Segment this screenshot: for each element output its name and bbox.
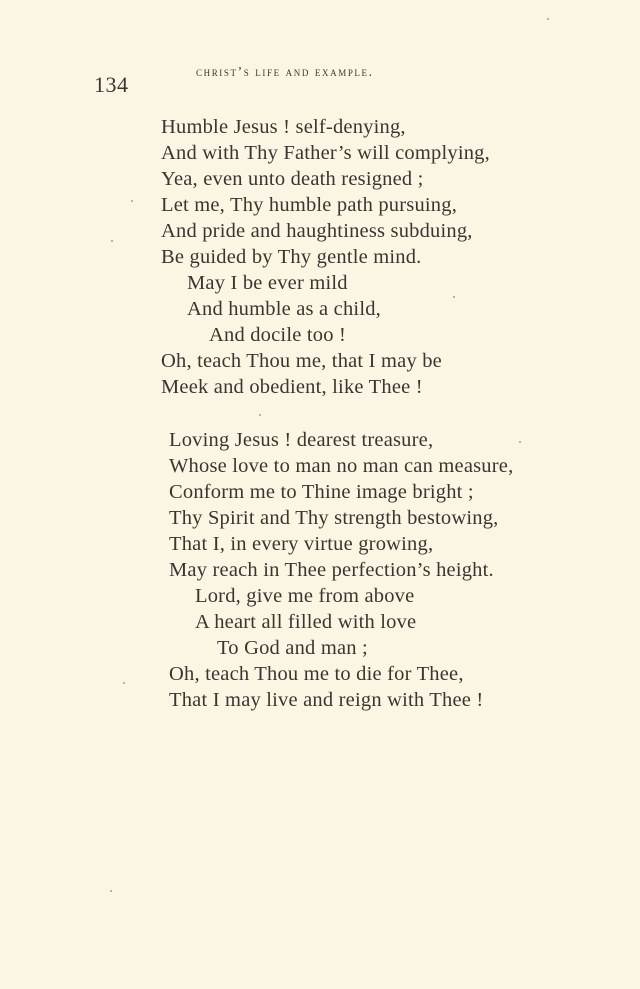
paper-speck <box>123 682 125 684</box>
running-head: christ’s life and example. <box>196 64 374 79</box>
page-number: 134 <box>94 72 129 97</box>
poem-line: Be guided by Thy gentle mind. <box>161 246 422 268</box>
poem-line: May I be ever mild <box>187 272 348 294</box>
poem-line: That I may live and reign with Thee ! <box>169 689 484 711</box>
poem-line: And humble as a child, <box>187 298 381 320</box>
poem-line: Whose love to man no man can measure, <box>169 455 514 477</box>
poem-line: Let me, Thy humble path pursuing, <box>161 194 458 216</box>
poem-line: Thy Spirit and Thy strength bestowing, <box>169 507 499 529</box>
poem-line: Loving Jesus ! dearest treasure, <box>169 429 434 451</box>
paper-speck <box>110 890 112 892</box>
poem-line: And pride and haughtiness subduing, <box>161 220 473 242</box>
poem-line: Meek and obedient, like Thee ! <box>161 376 423 398</box>
paper-speck <box>519 441 521 443</box>
poem-line: To God and man ; <box>217 637 368 659</box>
stanza-1 <box>161 114 490 400</box>
poem-line: And docile too ! <box>209 324 346 346</box>
poem-line: Oh, teach Thou me, that I may be <box>161 350 442 372</box>
paper-speck <box>547 18 549 20</box>
stanza-2 <box>169 427 513 713</box>
poem-line: Oh, teach Thou me to die for Thee, <box>169 663 464 685</box>
poem-line: Humble Jesus ! self-denying, <box>161 116 406 138</box>
poem-line: A heart all filled with love <box>195 611 417 633</box>
poem-line: Yea, even unto death resigned ; <box>161 168 424 190</box>
paper-speck <box>111 240 113 242</box>
poem-line: And with Thy Father’s will complying, <box>161 142 490 164</box>
paper-speck <box>259 414 261 416</box>
poem-line: May reach in Thee perfection’s height. <box>169 559 494 581</box>
paper-speck <box>131 200 133 202</box>
paper-speck <box>453 296 455 298</box>
poem-line: That I, in every virtue growing, <box>169 533 434 555</box>
poem-line: Conform me to Thine image bright ; <box>169 481 474 503</box>
poem-line: Lord, give me from above <box>195 585 415 607</box>
